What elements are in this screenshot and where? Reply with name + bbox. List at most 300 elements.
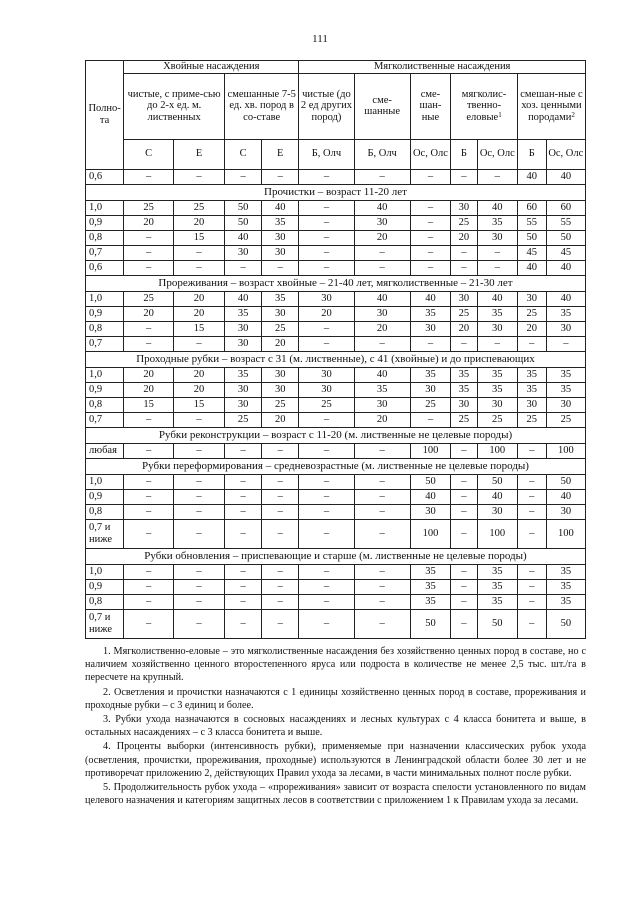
value-cell: 100 [410, 443, 450, 458]
value-cell: – [262, 564, 299, 579]
value-cell: 50 [546, 230, 585, 245]
value-cell: 35 [354, 382, 410, 397]
section-title: Рубки переформирования – средневозрастные (м. лиственные не целевые породы) [86, 458, 586, 474]
value-cell: 50 [225, 215, 262, 230]
note-paragraph: 3. Рубки ухода назначаются в сосновых насаждениях и лесных культурах с 4 класса бонитета и выше, в остальных насаждениях – с 3 класса бонитета и выше. [85, 714, 586, 739]
value-cell: 35 [451, 367, 478, 382]
value-cell: – [124, 609, 174, 638]
value-cell: 35 [546, 382, 585, 397]
value-cell: – [354, 519, 410, 548]
value-cell: 20 [451, 230, 478, 245]
value-cell: – [451, 564, 478, 579]
value-cell: – [225, 489, 262, 504]
polnota-cell: 0,9 [86, 579, 124, 594]
note-paragraph: 5. Продолжительность рубок ухода – «прореживания» зависит от возраста спелости установленного по видам целевого назначения и категориям защитных лесов в соответствии с приложением 1 к Правилам ухода за лесами. [85, 782, 586, 807]
table-row [86, 321, 586, 336]
value-cell: 20 [451, 321, 478, 336]
table-row [86, 474, 586, 489]
page-number: 111 [312, 33, 328, 45]
value-cell: 40 [477, 489, 517, 504]
value-cell: – [517, 609, 546, 638]
value-cell: – [354, 169, 410, 184]
value-cell: 30 [546, 397, 585, 412]
value-cell: – [124, 504, 174, 519]
header-softwood: Мягколиственные насаждения [299, 61, 586, 74]
value-cell: 60 [517, 200, 546, 215]
section-title: Проходные рубки – возраст с 31 (м. лиственные), с 41 (хвойные) и до приспевающих [86, 351, 586, 367]
value-cell: – [174, 169, 225, 184]
species-header: Б, Олч [354, 139, 410, 169]
value-cell: – [124, 489, 174, 504]
value-cell: 35 [262, 291, 299, 306]
value-cell: – [451, 260, 478, 275]
value-cell: – [174, 489, 225, 504]
value-cell: – [517, 489, 546, 504]
value-cell: 40 [225, 230, 262, 245]
header-coniferous-mixed: смешанные 7-5 ед. хв. пород в со-ставе [225, 73, 299, 139]
value-cell: 100 [410, 519, 450, 548]
value-cell: 40 [410, 489, 450, 504]
value-cell: 55 [517, 215, 546, 230]
value-cell: 50 [546, 609, 585, 638]
value-cell: – [124, 443, 174, 458]
value-cell: 40 [477, 291, 517, 306]
value-cell: 30 [477, 397, 517, 412]
table-row [86, 519, 586, 548]
polnota-cell: 0,8 [86, 397, 124, 412]
value-cell: – [299, 564, 354, 579]
table-row [86, 412, 586, 427]
species-header: Б, Олч [299, 139, 354, 169]
value-cell: – [174, 519, 225, 548]
value-cell: 30 [517, 397, 546, 412]
table-notes [85, 645, 586, 808]
value-cell: 55 [546, 215, 585, 230]
species-header: С [124, 139, 174, 169]
value-cell: 30 [517, 291, 546, 306]
value-cell: – [225, 594, 262, 609]
value-cell: 40 [546, 489, 585, 504]
value-cell: 20 [124, 306, 174, 321]
note-paragraph: 4. Проценты выборки (интенсивность рубки), применяемые при назначении классических рубок ухода (осветления, прочистки, прореживания, проходные) используются в Ленинградской области более 30 лет и не противоречат приложению 2, действующих Правил ухода за лесами, в части минимальных полнот после рубки. [85, 741, 586, 779]
value-cell: 40 [477, 200, 517, 215]
note-paragraph: 1. Мягколиственно-еловые – это мягколиственные насаждения без хозяйственно ценных пород в составе, но с наличием хозяйственно ценного второстепенного яруса или подроста в количестве не менее 2,5 тыс. шт./га в пересчете на крупный. [85, 646, 586, 684]
value-cell: – [354, 443, 410, 458]
value-cell: – [299, 474, 354, 489]
value-cell: – [262, 443, 299, 458]
value-cell: 50 [410, 609, 450, 638]
polnota-cell: 1,0 [86, 474, 124, 489]
polnota-cell: 1,0 [86, 291, 124, 306]
value-cell: – [546, 336, 585, 351]
value-cell: 35 [546, 594, 585, 609]
table-row [86, 336, 586, 351]
species-header: С [225, 139, 262, 169]
value-cell: – [451, 443, 478, 458]
value-cell: – [299, 245, 354, 260]
value-cell: 30 [299, 367, 354, 382]
species-header: Ос, Олс [546, 139, 585, 169]
value-cell: – [262, 594, 299, 609]
section-row [86, 275, 586, 291]
value-cell: 20 [262, 336, 299, 351]
value-cell: 35 [546, 564, 585, 579]
value-cell: – [124, 594, 174, 609]
value-cell: – [517, 594, 546, 609]
value-cell: – [410, 260, 450, 275]
value-cell: 20 [124, 367, 174, 382]
value-cell: 30 [354, 397, 410, 412]
value-cell: – [225, 474, 262, 489]
value-cell: – [225, 504, 262, 519]
value-cell: 40 [262, 200, 299, 215]
value-cell: – [354, 474, 410, 489]
value-cell: 100 [477, 443, 517, 458]
value-cell: – [299, 200, 354, 215]
polnota-cell: 0,9 [86, 306, 124, 321]
value-cell: 35 [477, 579, 517, 594]
value-cell: – [124, 336, 174, 351]
value-cell: 30 [477, 230, 517, 245]
table-row [86, 382, 586, 397]
table-row [86, 443, 586, 458]
value-cell: – [174, 564, 225, 579]
table-row [86, 564, 586, 579]
value-cell: 25 [451, 412, 478, 427]
value-cell: 25 [477, 412, 517, 427]
table-row [86, 367, 586, 382]
value-cell: – [299, 504, 354, 519]
header-soft-mixed: сме-шанные [354, 73, 410, 139]
value-cell: 20 [354, 321, 410, 336]
value-cell: 20 [354, 412, 410, 427]
value-cell: – [477, 336, 517, 351]
value-cell: 40 [517, 260, 546, 275]
species-header: Е [262, 139, 299, 169]
species-header: Ос, Олс [477, 139, 517, 169]
value-cell: 20 [124, 382, 174, 397]
value-cell: 35 [410, 564, 450, 579]
value-cell: 35 [410, 367, 450, 382]
value-cell: – [225, 443, 262, 458]
value-cell: 30 [451, 397, 478, 412]
value-cell: 30 [262, 306, 299, 321]
polnota-cell: 0,7 [86, 412, 124, 427]
species-header: Ос, Олс [410, 139, 450, 169]
value-cell: – [262, 579, 299, 594]
polnota-cell: 0,8 [86, 594, 124, 609]
value-cell: 25 [124, 291, 174, 306]
value-cell: – [225, 169, 262, 184]
value-cell: 25 [517, 412, 546, 427]
value-cell: 35 [451, 382, 478, 397]
value-cell: – [517, 443, 546, 458]
polnota-cell: любая [86, 443, 124, 458]
value-cell: 35 [410, 306, 450, 321]
value-cell: – [262, 504, 299, 519]
value-cell: 40 [546, 291, 585, 306]
value-cell: – [477, 169, 517, 184]
value-cell: – [299, 321, 354, 336]
header-soft-mixed-2: сме-шан-ные [410, 73, 450, 139]
value-cell: 20 [124, 215, 174, 230]
table-row [86, 306, 586, 321]
value-cell: – [299, 579, 354, 594]
header-coniferous: Хвойные насаждения [124, 61, 299, 74]
value-cell: 60 [546, 200, 585, 215]
section-title: Прореживания – возраст хвойные – 21-40 лет, мягколиственные – 21-30 лет [86, 275, 586, 291]
table-row [86, 579, 586, 594]
value-cell: 35 [410, 579, 450, 594]
value-cell: – [517, 564, 546, 579]
value-cell: 30 [299, 382, 354, 397]
header-soft-spruce: мягколис-твенно-еловые$^1$ [451, 73, 518, 139]
value-cell: 30 [451, 291, 478, 306]
value-cell: – [410, 336, 450, 351]
value-cell: 30 [262, 367, 299, 382]
value-cell: 15 [174, 230, 225, 245]
value-cell: 30 [451, 200, 478, 215]
polnota-cell: 1,0 [86, 367, 124, 382]
value-cell: 50 [410, 474, 450, 489]
value-cell: 25 [174, 200, 225, 215]
value-cell: – [354, 564, 410, 579]
value-cell: – [451, 579, 478, 594]
value-cell: – [124, 260, 174, 275]
polnota-cell: 1,0 [86, 564, 124, 579]
value-cell: 40 [354, 200, 410, 215]
species-header: Б [451, 139, 478, 169]
value-cell: 15 [174, 321, 225, 336]
polnota-cell: 0,7 и ниже [86, 519, 124, 548]
value-cell: 30 [225, 397, 262, 412]
value-cell: – [451, 245, 478, 260]
value-cell: – [174, 474, 225, 489]
value-cell: – [174, 443, 225, 458]
value-cell: 25 [124, 200, 174, 215]
value-cell: 20 [174, 215, 225, 230]
table-row [86, 169, 586, 184]
value-cell: 30 [262, 245, 299, 260]
value-cell: – [174, 336, 225, 351]
value-cell: 20 [174, 306, 225, 321]
table-row [86, 489, 586, 504]
value-cell: 50 [477, 609, 517, 638]
value-cell: 40 [354, 367, 410, 382]
value-cell: 25 [299, 397, 354, 412]
value-cell: 30 [477, 321, 517, 336]
value-cell: – [354, 260, 410, 275]
value-cell: 20 [174, 382, 225, 397]
value-cell: – [299, 230, 354, 245]
value-cell: – [124, 564, 174, 579]
table-row [86, 200, 586, 215]
value-cell: – [410, 169, 450, 184]
value-cell: – [299, 169, 354, 184]
polnota-cell: 0,7 [86, 245, 124, 260]
value-cell: – [174, 245, 225, 260]
value-cell: – [410, 412, 450, 427]
table-row [86, 504, 586, 519]
value-cell: 35 [262, 215, 299, 230]
value-cell: 30 [225, 245, 262, 260]
value-cell: – [174, 260, 225, 275]
value-cell: 25 [517, 306, 546, 321]
section-row [86, 458, 586, 474]
value-cell: 35 [477, 594, 517, 609]
value-cell: – [174, 412, 225, 427]
value-cell: 25 [225, 412, 262, 427]
table-row [86, 215, 586, 230]
polnota-cell: 0,6 [86, 169, 124, 184]
value-cell: – [124, 245, 174, 260]
value-cell: 30 [299, 291, 354, 306]
value-cell: – [174, 579, 225, 594]
section-title: Прочистки – возраст 11-20 лет [86, 184, 586, 200]
value-cell: – [124, 321, 174, 336]
value-cell: 30 [410, 504, 450, 519]
polnota-cell: 0,7 и ниже [86, 609, 124, 638]
polnota-cell: 0,9 [86, 382, 124, 397]
value-cell: – [354, 579, 410, 594]
table-row [86, 397, 586, 412]
value-cell: – [299, 336, 354, 351]
value-cell: – [354, 504, 410, 519]
polnota-cell: 0,9 [86, 215, 124, 230]
value-cell: – [262, 260, 299, 275]
value-cell: 35 [477, 367, 517, 382]
value-cell: – [517, 519, 546, 548]
value-cell: – [451, 519, 478, 548]
value-cell: 45 [517, 245, 546, 260]
value-cell: 50 [517, 230, 546, 245]
value-cell: 35 [517, 367, 546, 382]
value-cell: 25 [546, 412, 585, 427]
value-cell: – [124, 169, 174, 184]
value-cell: 35 [546, 306, 585, 321]
value-cell: – [174, 504, 225, 519]
value-cell: 35 [477, 564, 517, 579]
value-cell: 30 [410, 382, 450, 397]
value-cell: 50 [477, 474, 517, 489]
header-soft-pure: чистые (до 2 ед других пород) [299, 73, 354, 139]
value-cell: 30 [225, 321, 262, 336]
value-cell: 40 [354, 291, 410, 306]
value-cell: 40 [225, 291, 262, 306]
thinning-intensity-table [85, 60, 586, 639]
value-cell: – [225, 260, 262, 275]
value-cell: – [517, 336, 546, 351]
value-cell: – [262, 474, 299, 489]
value-cell: – [225, 609, 262, 638]
value-cell: 40 [410, 291, 450, 306]
value-cell: – [299, 594, 354, 609]
header-coniferous-pure: чистые, с приме-сью до 2-х ед. м. лиственных [124, 73, 225, 139]
value-cell: – [174, 609, 225, 638]
section-title: Рубки обновления – приспевающие и старше (м. лиственные не целевые породы) [86, 548, 586, 564]
value-cell: – [262, 169, 299, 184]
value-cell: – [517, 504, 546, 519]
table-row [86, 230, 586, 245]
value-cell: 20 [354, 230, 410, 245]
value-cell: – [477, 245, 517, 260]
value-cell: – [451, 504, 478, 519]
value-cell: – [354, 336, 410, 351]
value-cell: 35 [546, 367, 585, 382]
value-cell: 30 [225, 382, 262, 397]
value-cell: – [451, 489, 478, 504]
polnota-cell: 0,8 [86, 230, 124, 245]
value-cell: – [299, 609, 354, 638]
value-cell: – [262, 609, 299, 638]
value-cell: – [299, 215, 354, 230]
value-cell: 30 [354, 306, 410, 321]
value-cell: 35 [477, 306, 517, 321]
value-cell: – [451, 169, 478, 184]
table-row [86, 594, 586, 609]
value-cell: – [517, 474, 546, 489]
value-cell: 100 [477, 519, 517, 548]
value-cell: 35 [225, 367, 262, 382]
value-cell: 25 [262, 397, 299, 412]
value-cell: 20 [262, 412, 299, 427]
value-cell: – [517, 579, 546, 594]
value-cell: – [174, 594, 225, 609]
polnota-cell: 0,6 [86, 260, 124, 275]
value-cell: – [299, 489, 354, 504]
value-cell: 20 [174, 367, 225, 382]
value-cell: – [225, 579, 262, 594]
polnota-cell: 0,8 [86, 504, 124, 519]
table-row [86, 291, 586, 306]
table-row [86, 245, 586, 260]
value-cell: – [451, 474, 478, 489]
value-cell: 35 [477, 215, 517, 230]
polnota-cell: 0,8 [86, 321, 124, 336]
polnota-cell: 0,9 [86, 489, 124, 504]
polnota-cell: 1,0 [86, 200, 124, 215]
value-cell: 100 [546, 443, 585, 458]
value-cell: – [410, 200, 450, 215]
section-title: Рубки реконструкции – возраст с 11-20 (м. лиственные не целевые породы) [86, 427, 586, 443]
value-cell: 20 [299, 306, 354, 321]
value-cell: – [410, 245, 450, 260]
value-cell: – [299, 443, 354, 458]
value-cell: 40 [546, 169, 585, 184]
value-cell: 30 [546, 504, 585, 519]
note-paragraph: 2. Осветления и прочистки назначаются с 1 единицы хозяйственно ценных пород в составе, прореживания и проходные рубки – с 3 единиц и более. [85, 686, 586, 711]
section-row [86, 548, 586, 564]
table-row [86, 260, 586, 275]
value-cell: – [477, 260, 517, 275]
value-cell: 50 [225, 200, 262, 215]
value-cell: – [410, 215, 450, 230]
value-cell: 30 [262, 382, 299, 397]
header-polnota: Полнота [86, 61, 124, 170]
value-cell: 35 [477, 382, 517, 397]
value-cell: 20 [174, 291, 225, 306]
value-cell: 15 [174, 397, 225, 412]
value-cell: – [124, 474, 174, 489]
value-cell: 50 [546, 474, 585, 489]
value-cell: – [299, 260, 354, 275]
value-cell: – [225, 519, 262, 548]
value-cell: 15 [124, 397, 174, 412]
value-cell: – [225, 564, 262, 579]
value-cell: – [299, 519, 354, 548]
value-cell: 35 [225, 306, 262, 321]
value-cell: 35 [546, 579, 585, 594]
